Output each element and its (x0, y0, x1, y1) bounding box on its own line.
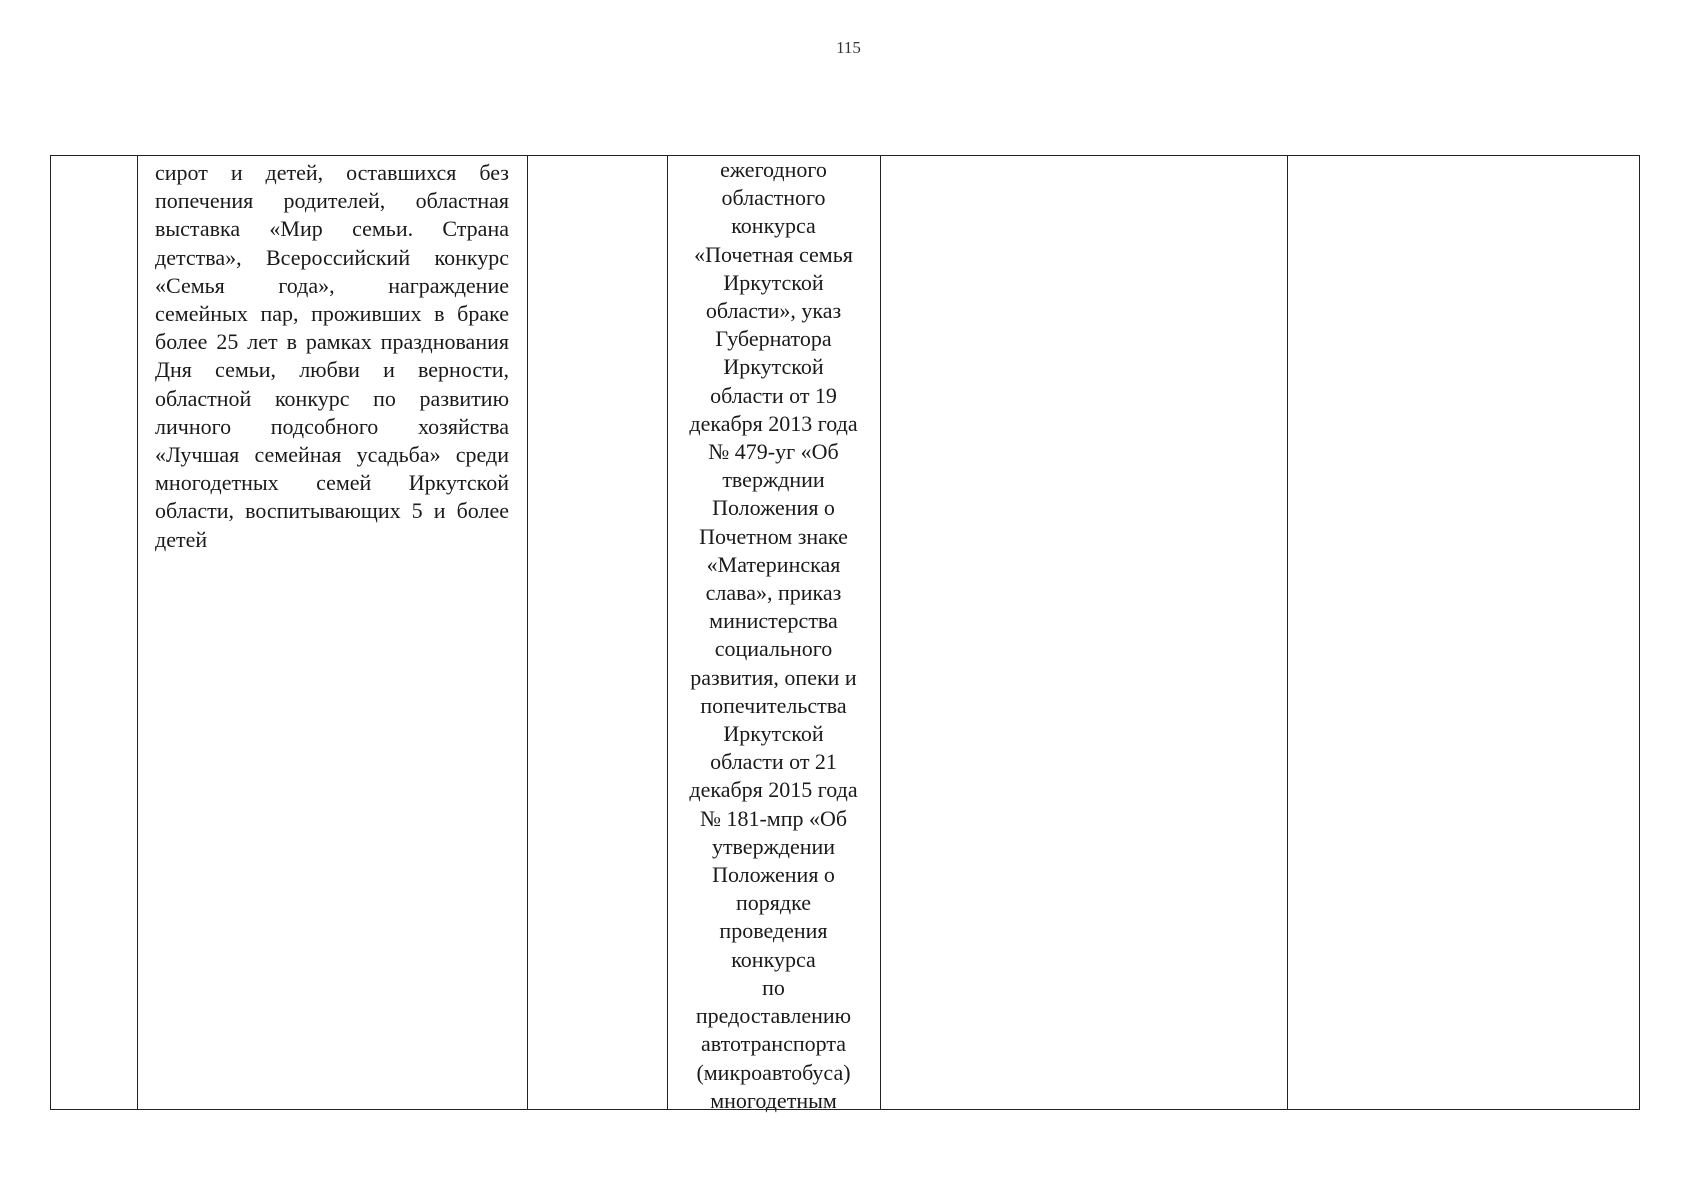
text-line: Иркутской (723, 269, 824, 295)
column-divider (137, 156, 138, 1109)
text-line: ежегодного (720, 157, 827, 182)
text-line: № 181-мпр «Об (699, 805, 848, 831)
text-line: социального (714, 636, 833, 662)
text-line: Почетном знаке (699, 523, 848, 549)
text-line: автотранспорта (701, 1031, 846, 1057)
text-line: Губернатора (715, 326, 832, 352)
page-number: 115 (836, 38, 861, 57)
text-line: декабря 2013 года (689, 410, 858, 436)
text-line: порядке (736, 890, 811, 916)
text-line: по (762, 974, 785, 1000)
text-line: попечительства (700, 692, 847, 718)
text-line: (микроавтобуса) (696, 1059, 851, 1085)
text-line: министерства (709, 608, 838, 634)
text-line: твержднии (722, 467, 825, 493)
text-line: декабря 2015 года (689, 777, 858, 803)
column-divider (527, 156, 528, 1109)
text-line: «Почетная семья (694, 241, 853, 267)
text-line: Положения о (712, 862, 835, 888)
document-table (50, 155, 1640, 1113)
text-line: конкурса (731, 946, 816, 972)
text-line: предоставлению (695, 1003, 852, 1029)
text-line: Иркутской (723, 721, 824, 747)
text-line: № 479-уг «Об (708, 439, 839, 465)
table-cell-event-description: сирот и детей, оставшихся без попечения родителей, областная выставка «Мир семьи. Страна детства», Всероссийский конкурс «Семья года», награждение семейных пар, проживших в браке более 25 лет в рамках празднования Дня семьи, любви и верности, областной конкурс по развитию личного подсобного хозяйства «Лучшая семейная усадьба» среди многодетных семей Иркутской области, воспитывающих 5 и более детей (155, 160, 509, 552)
column-divider (1287, 156, 1288, 1109)
table-cell-legal-basis (667, 156, 880, 1113)
text-line: Положения о (712, 495, 835, 521)
text-line: Иркутской (723, 354, 824, 380)
text-line: конкурса (731, 213, 816, 239)
text-line: утверждении (711, 833, 836, 859)
text-line: области от 21 (710, 749, 837, 775)
column-divider (880, 156, 881, 1109)
text-line: областного (721, 185, 826, 211)
text-line: развития, опеки и (690, 664, 857, 690)
text-line: многодетным (710, 1087, 837, 1113)
text-line: «Материнская (706, 551, 841, 577)
text-line: проведения (719, 918, 828, 944)
text-line: области», указ (705, 298, 842, 324)
text-line: слава», приказ (705, 580, 842, 606)
text-line: области от 19 (710, 382, 837, 408)
